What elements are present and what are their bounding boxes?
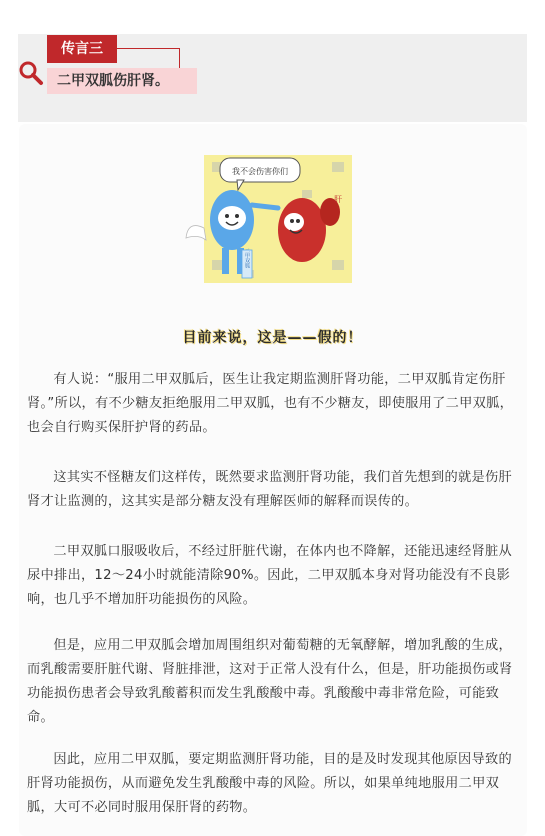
rumor-statement: 二甲双胍伤肝肾。 (47, 68, 197, 94)
paragraph-1: 有人说：“服用二甲双胍后，医生让我定期监测肝肾功能，二甲双胍肯定伤肝肾。”所以，有不少糖友拒绝服用二甲双胍，也有不少糖友，即使服用了二甲双胍，也会自行购买保肝护肾的药品。 (27, 372, 514, 435)
tag-connector-line (117, 48, 179, 49)
paragraph-4: 但是，应用二甲双胍会增加周围组织对葡萄糖的无氧酵解，增加乳酸的生成，而乳酸需要肝脏代谢、肾脏排泄，这对于正常人没有什么，但是，肝功能损伤或肾功能损伤患者会导致乳酸蓄积而发生乳酸酸中毒。乳酸酸中毒非常危险，可能致命。 (27, 638, 513, 725)
magnifier-icon (18, 60, 44, 86)
verdict-heading: 目前来说，这是——假的！ (182, 330, 363, 346)
wing-shape (186, 226, 206, 240)
speech-text: 我不会伤害你们 (232, 167, 288, 176)
organ-label: 肝 (334, 195, 342, 204)
paragraph-2: 这其实不怪糖友们这样传，既然要求监测肝肾功能，我们首先想到的就是伤肝肾才让监测的，这其实是部分糖友没有理解医师的解释而误传的。 (27, 470, 512, 509)
svg-text:二甲双胍: 二甲双胍 (244, 248, 250, 268)
tag-connector-line-vertical (179, 48, 180, 68)
rumor-tag: 传言三 (47, 35, 117, 63)
cartoon-illustration (182, 150, 362, 300)
top-spacer (0, 0, 545, 34)
paragraph-5: 因此，应用二甲双胍，要定期监测肝肾功能，目的是及时发现其他原因导致的肝肾功能损伤，从而避免发生乳酸酸中毒的风险。所以，如果单纯地服用二甲双胍，大可不必同时服用保肝肾的药物。 (27, 752, 512, 815)
paragraph-3: 二甲双胍口服吸收后，不经过肝脏代谢，在体内也不降解，还能迅速经肾脏从尿中排出，12～24小时就能清除90%。因此，二甲双胍本身对肾功能没有不良影响，也几乎不增加肝功能损伤的风险。 (27, 544, 512, 607)
